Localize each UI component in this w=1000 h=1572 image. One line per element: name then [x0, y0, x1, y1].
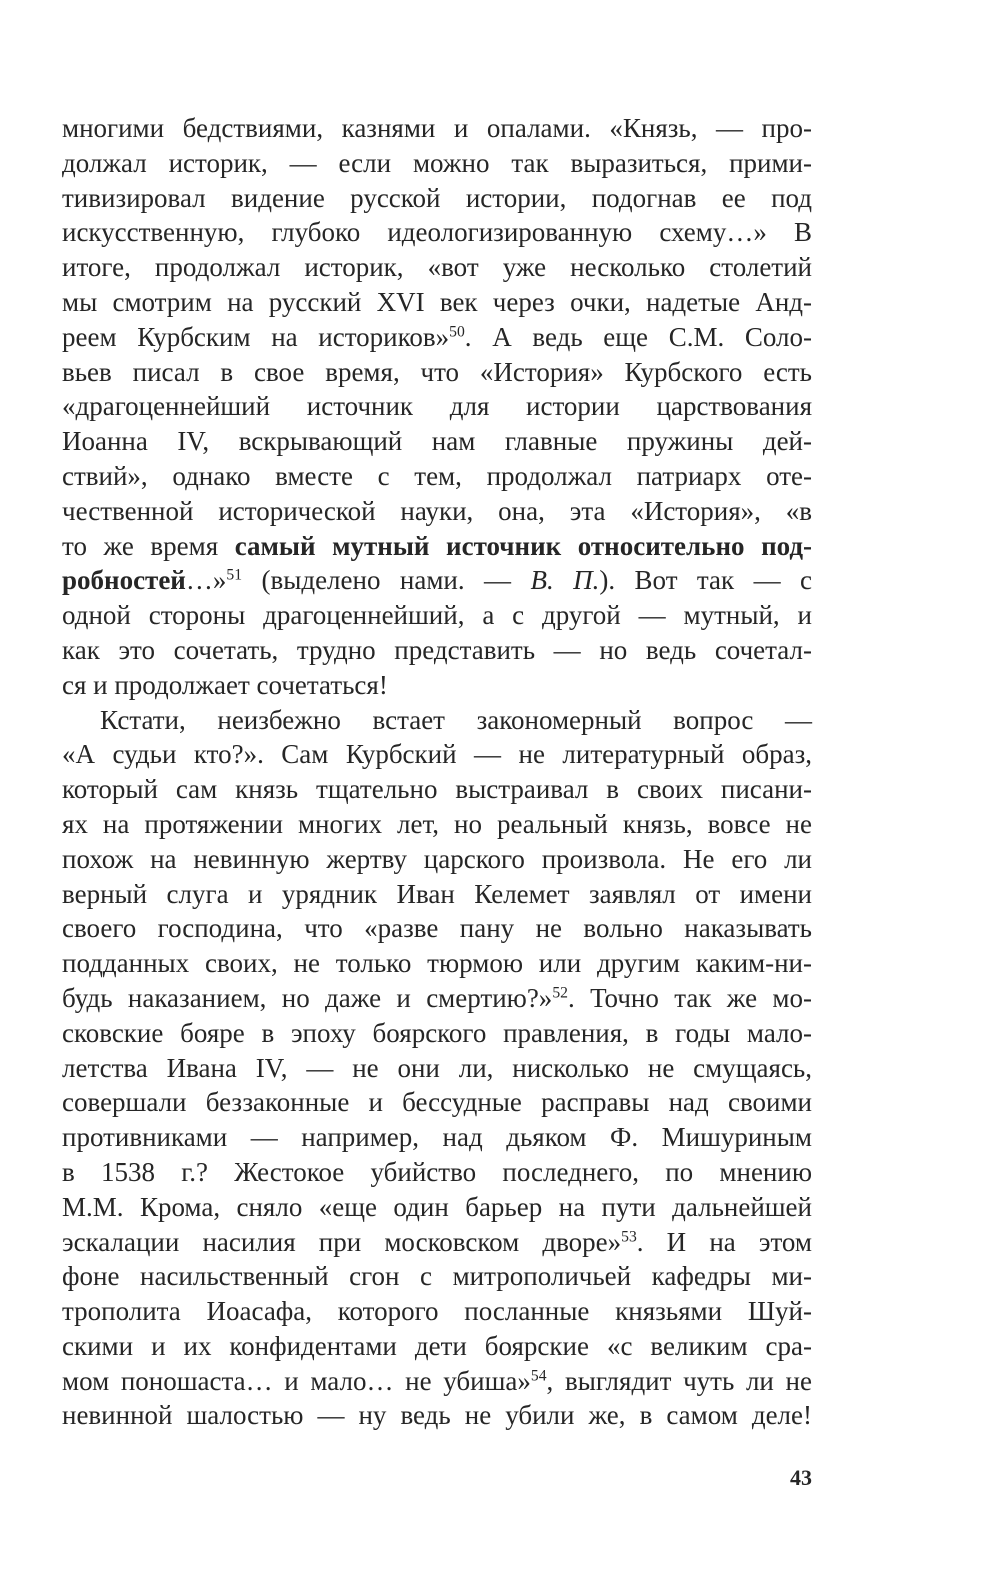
text-line: [62, 668, 812, 703]
text-segment: верный слуга и урядник Иван Келемет заявлял от имени: [62, 878, 812, 909]
page-number: 43: [790, 1465, 812, 1490]
text-segment: который сам князь тщательно выстраивал в своих писани-: [62, 774, 812, 805]
text-line: [62, 1120, 812, 1155]
text-segment: , выглядит чуть ли не: [546, 1365, 812, 1396]
text-line: [62, 215, 812, 250]
text-segment: как это сочетать, трудно представить — но ведь сочетал-: [62, 634, 812, 665]
text-line: [62, 1294, 812, 1329]
text-segment: ях на протяжении многих лет, но реальный князь, вовсе не: [62, 808, 812, 839]
text-segment: многими бедствиями, казнями и опалами. «Князь, — про-: [62, 113, 812, 143]
text-segment: реем Курбским на историков»: [62, 321, 450, 352]
text-line: [62, 563, 812, 598]
text-segment: мом поношаста… и мало… не убиша»: [62, 1365, 531, 1396]
text-segment: . А ведь еще С.М. Соло-: [464, 321, 812, 352]
text-line: [62, 1364, 812, 1399]
text-line: [62, 250, 812, 285]
text-line: [62, 1190, 812, 1225]
text-segment: должал историк, — если можно так выразиться, прими-: [62, 147, 812, 178]
text-segment: скими и их конфидентами дети боярские «с великим сра-: [62, 1330, 812, 1361]
text-line: [62, 1329, 812, 1364]
text-segment: противниками — например, над дьяком Ф. Мишуриным: [62, 1122, 812, 1153]
text-segment: одной стороны драгоценнейший, а с другой — мутный, и: [62, 600, 812, 631]
text-segment: тивизировал видение русской истории, подогнав ее под: [62, 182, 812, 213]
text-segment: то же время: [62, 530, 235, 561]
text-line: [62, 1398, 812, 1433]
text-segment: эскалации насилия при московском дворе»: [62, 1226, 622, 1257]
text-line: [62, 285, 812, 320]
text-segment: ). Вот так — с: [599, 565, 812, 596]
text-line: [62, 355, 812, 390]
text-line: [62, 633, 812, 668]
footnote-ref: 53: [621, 1228, 637, 1246]
paragraph: [62, 703, 812, 1434]
text-line: [100, 703, 812, 738]
text-segment: мы смотрим на русский XVI век через очки, надетые Анд-: [62, 286, 812, 317]
text-line: [62, 389, 812, 424]
text-line: [62, 1051, 812, 1086]
text-line: [62, 946, 812, 981]
paragraph: [62, 111, 812, 703]
text-line: [62, 111, 812, 146]
text-segment: трополита Иоасафа, которого посланные князьями Шуй-: [62, 1296, 812, 1327]
text-segment: невинной шалостью — ну ведь не убили же, в самом деле!: [62, 1400, 812, 1431]
text-segment: (выделено нами. —: [242, 565, 531, 596]
text-line: [62, 598, 812, 633]
text-line: [62, 181, 812, 216]
text-line: [62, 981, 812, 1016]
text-segment: подданных своих, не только тюрмою или другим каким-ни-: [62, 948, 812, 979]
bold-text: робностей: [62, 565, 186, 596]
text-segment: сковские бояре в эпоху боярского правления, в годы мало-: [62, 1017, 812, 1048]
text-segment: Кстати, неизбежно встает закономерный вопрос —: [100, 704, 812, 735]
text-line: [62, 459, 812, 494]
text-line: [62, 1155, 812, 1190]
text-line: [62, 772, 812, 807]
text-segment: чественной исторической науки, она, эта «История», «в: [62, 495, 812, 526]
text-line: [62, 494, 812, 529]
text-line: [62, 529, 812, 564]
text-line: [62, 1225, 812, 1260]
text-segment: будь наказанием, но даже и смертию?»: [62, 982, 553, 1013]
footnote-ref: 54: [530, 1367, 547, 1385]
text-segment: М.М. Крома, сняло «еще один барьер на пути дальнейшей: [62, 1191, 812, 1222]
text-segment: …»: [185, 565, 227, 596]
text-line: [62, 320, 812, 355]
text-line: [62, 877, 812, 912]
text-segment: «драгоценнейший источник для истории царствования: [62, 391, 812, 422]
text-line: [62, 1016, 812, 1051]
book-page-text: [62, 111, 812, 1433]
text-segment: фоне насильственный сгон с митрополичьей кафедры ми-: [62, 1261, 812, 1292]
italic-text: В. П.: [530, 565, 600, 596]
text-line: [62, 146, 812, 181]
text-segment: ся и продолжает сочетаться!: [62, 669, 388, 700]
text-line: [62, 424, 812, 459]
text-line: [62, 1085, 812, 1120]
text-segment: Иоанна IV, вскрывающий нам главные пружины дей-: [62, 426, 812, 457]
text-segment: своего господина, что «разве пану не вольно наказывать: [62, 913, 812, 944]
text-segment: . Точно так же мо-: [567, 982, 812, 1013]
text-line: [62, 1259, 812, 1294]
text-line: [62, 842, 812, 877]
text-line: [62, 807, 812, 842]
text-line: [62, 911, 812, 946]
text-segment: в 1538 г.? Жестокое убийство последнего, по мнению: [62, 1156, 812, 1187]
text-segment: «А судьи кто?». Сам Курбский — не литературный образ,: [62, 739, 812, 770]
text-segment: летства Ивана IV, — не они ли, нисколько не смущаясь,: [62, 1052, 812, 1083]
bold-text: самый мутный источник относительно под-: [234, 530, 813, 561]
text-segment: вьев писал в свое время, что «История» Курбского есть: [62, 356, 812, 387]
text-segment: похож на невинную жертву царского произвола. Не его ли: [62, 843, 812, 874]
text-segment: . И на этом: [636, 1226, 812, 1257]
text-segment: итоге, продолжал историк, «вот уже несколько столетий: [62, 252, 812, 283]
text-segment: искусственную, глубоко идеологизированную схему…» В: [62, 217, 812, 248]
footnote-ref: 52: [552, 984, 568, 1002]
text-line: [62, 737, 812, 772]
text-segment: совершали беззаконные и бессудные расправы над своими: [62, 1087, 812, 1118]
footnote-ref: 51: [226, 566, 243, 584]
footnote-ref: 50: [449, 323, 465, 341]
text-segment: ствий», однако вместе с тем, продолжал патриарх оте-: [62, 460, 812, 491]
